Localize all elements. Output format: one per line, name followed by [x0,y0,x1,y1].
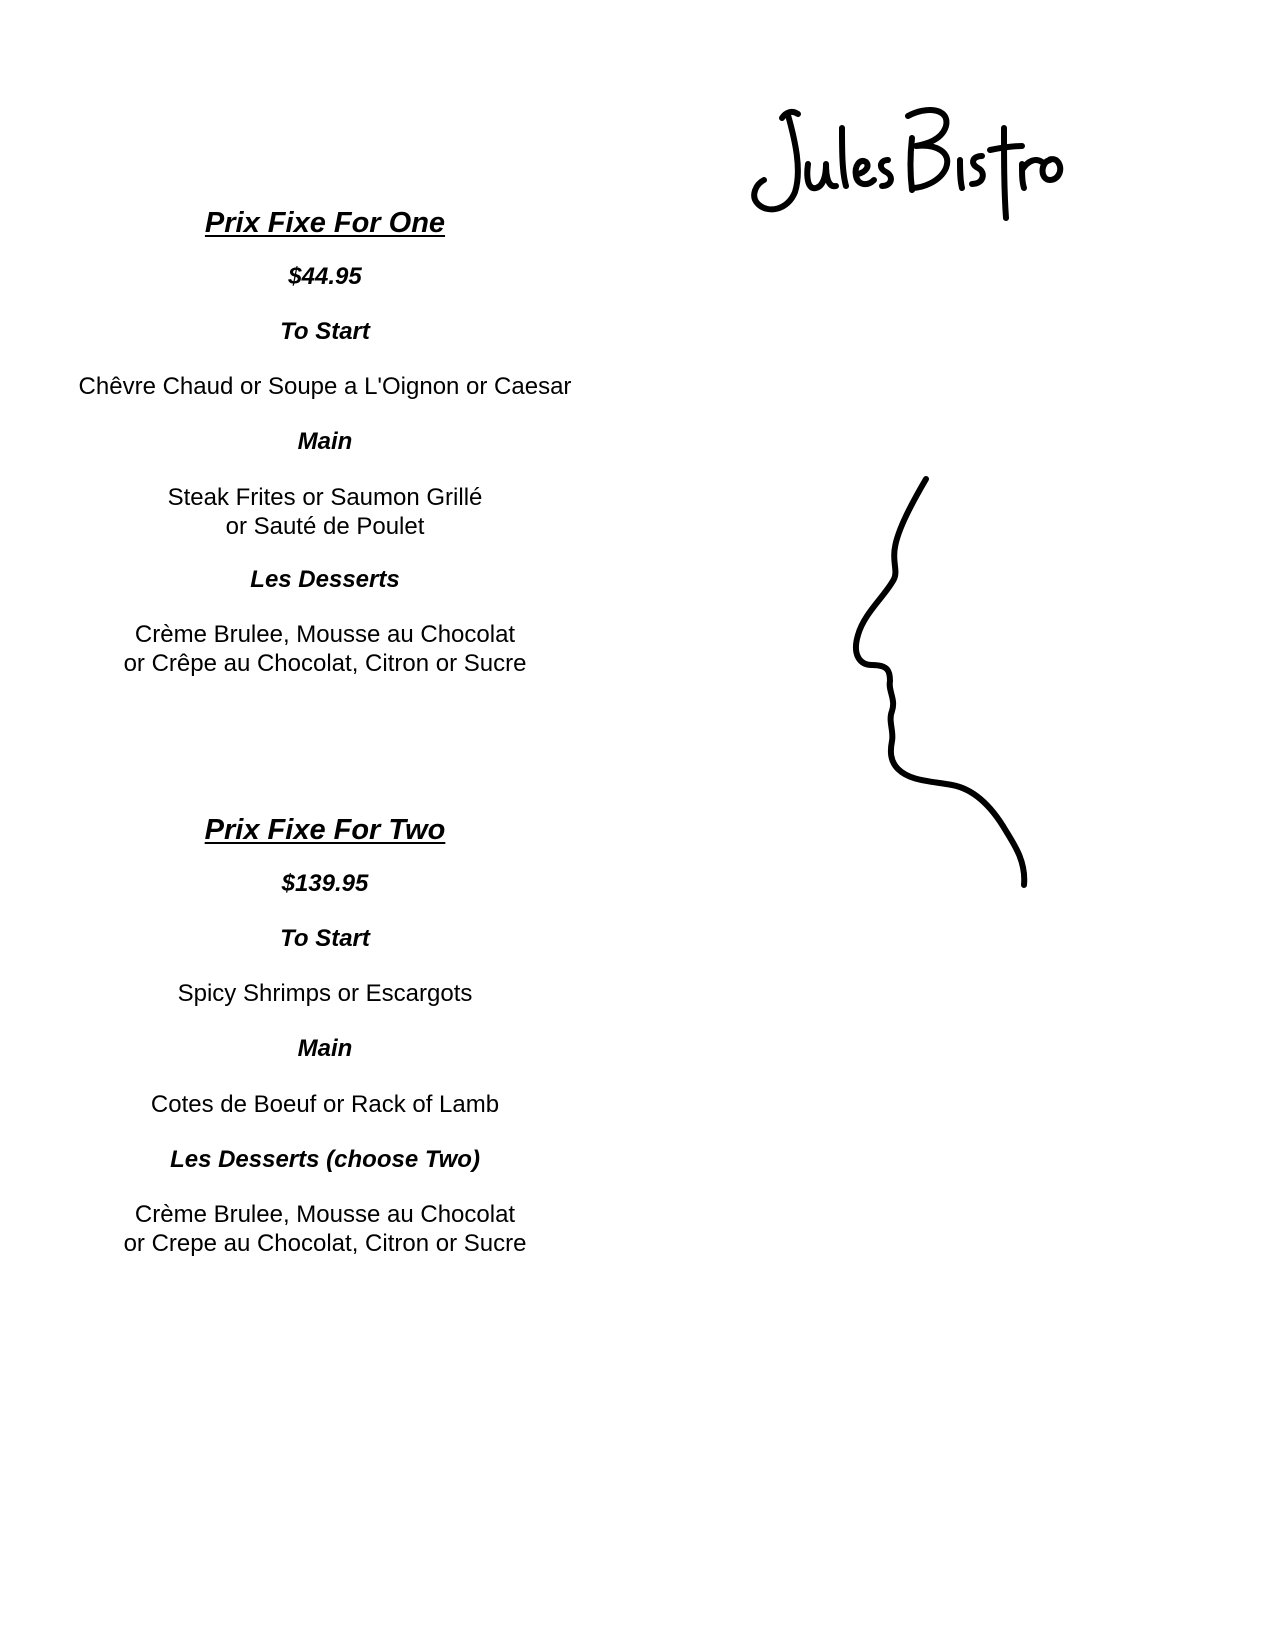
dessert-items-line1: Crème Brulee, Mousse au Chocolat [134,621,516,648]
prix-fixe-one-section [0,205,650,678]
course-heading-desserts: Les Desserts (choose Two) [170,1146,480,1173]
start-items: Chêvre Chaud or Soupe a L'Oignon or Caesar [78,373,572,400]
course-heading-start: To Start [280,318,370,345]
dessert-items-line2: or Crepe au Chocolat, Citron or Sucre [123,1230,527,1257]
section-title: Prix Fixe For One [204,207,446,239]
price: $44.95 [288,263,362,290]
course-heading-desserts: Les Desserts [250,566,400,593]
course-heading-start: To Start [280,925,370,952]
dessert-items-line1: Crème Brulee, Mousse au Chocolat [134,1201,516,1228]
signature-logo-icon [750,100,1100,235]
main-items-line1: Cotes de Boeuf or Rack of Lamb [150,1091,500,1118]
prix-fixe-two-section [0,812,650,1258]
face-profile-icon [840,475,1040,895]
dessert-items-line2: or Crêpe au Chocolat, Citron or Sucre [123,650,527,677]
start-items: Spicy Shrimps or Escargots [177,980,473,1007]
course-heading-main: Main [297,1035,353,1062]
section-title: Prix Fixe For Two [204,814,446,846]
course-heading-main: Main [297,428,353,455]
price: $139.95 [281,870,369,897]
main-items-line2: or Sauté de Poulet [225,513,425,540]
main-items-line1: Steak Frites or Saumon Grillé [167,484,483,511]
